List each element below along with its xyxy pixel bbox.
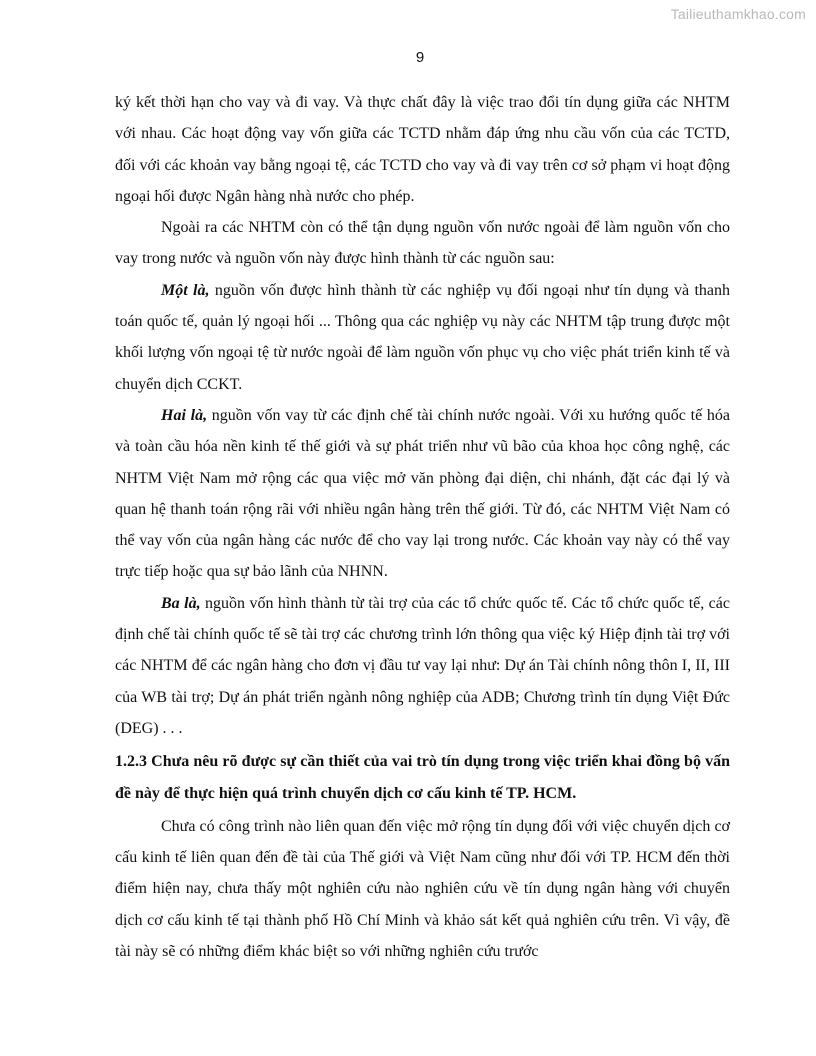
paragraph-3 (115, 275, 730, 400)
paragraph-1: ký kết thời hạn cho vay và đi vay. Và thực chất đây là việc trao đổi tín dụng giữa các NHTM với nhau. Các hoạt động vay vốn giữa các TCTD nhằm đáp ứng nhu cầu vốn của các TCTD, đối với các khoản vay bằng ngoại tệ, các TCTD cho vay và đi vay trên cơ sở phạm vi hoạt động ngoại hối được Ngân hàng nhà nước cho phép. (115, 94, 730, 205)
paragraph-4-text: nguồn vốn vay từ các định chế tài chính nước ngoài. Với xu hướng quốc tế hóa và toàn cầu hóa nền kinh tế thế giới và sự phát triển như vũ bão của khoa học công nghệ, các NHTM Việt Nam mở rộng các qua việc mở văn phòng đại diện, chi nhánh, đặt các đại lý và quan hệ thanh toán rộng rãi với nhiều ngân hàng trên thế giới. Từ đó, các NHTM Việt Nam có thể vay vốn của ngân hàng các nước để cho vay lại trong nước. Các khoản vay này có thể vay trực tiếp hoặc qua sự bảo lãnh của NHNN. (115, 406, 731, 581)
paragraph-5-lead: Ba là, (161, 594, 201, 612)
document-body (115, 87, 730, 967)
paragraph-5-text: nguồn vốn hình thành từ tài trợ của các tổ chức quốc tế. Các tổ chức quốc tế, các định chế tài chính quốc tế sẽ tài trợ các chương trình lớn thông qua việc ký Hiệp định tài trợ với các NHTM để các ngân hàng cho đơn vị đầu tư vay lại như: Dự án Tài chính nông thôn I, II, III của WB tài trợ; Dự án phát triển ngành nông nghiệp của ADB; Chương trình tín dụng Việt Đức (DEG) . . . (115, 594, 730, 737)
watermark: Tailieuthamkhao.com (670, 6, 806, 22)
page-number: 9 (415, 49, 425, 66)
paragraph-4 (115, 400, 730, 588)
paragraph-4-lead: Hai là, (161, 406, 208, 424)
paragraph-3-text: nguồn vốn được hình thành từ các nghiệp vụ đối ngoại như tín dụng và thanh toán quốc tế, quản lý ngoại hối ... Thông qua các nghiệp vụ này các NHTM tập trung được một khối lượng vốn ngoại tệ từ nước ngoài để làm nguồn vốn phục vụ cho việc phát triển kinh tế và chuyển dịch CCKT. (115, 281, 730, 393)
paragraph-2: Ngoài ra các NHTM còn có thể tận dụng nguồn vốn nước ngoài để làm nguồn vốn cho vay trong nước và nguồn vốn này được hình thành từ các nguồn sau: (115, 219, 730, 268)
paragraph-3-lead: Một là, (161, 281, 210, 299)
paragraph-6: Chưa có công trình nào liên quan đến việc mở rộng tín dụng đối với việc chuyển dịch cơ cấu kinh tế liên quan đến đề tài của Thế giới và Việt Nam cũng như đối với TP. HCM đến thời điểm hiện nay, chưa thấy một nghiên cứu nào nghiên cứu về tín dụng ngân hàng với chuyển dịch cơ cấu kinh tế tại thành phố Hồ Chí Minh và khảo sát kết quả nghiên cứu trên. Vì vậy, đề tài này sẽ có những điểm khác biệt so với những nghiên cứu trước (115, 817, 730, 961)
section-heading: 1.2.3 Chưa nêu rõ được sự cần thiết của vai trò tín dụng trong việc triển khai đồng bộ vấn đề này để thực hiện quá trình chuyển dịch cơ cấu kinh tế TP. HCM. (115, 753, 730, 802)
paragraph-5 (115, 588, 730, 744)
